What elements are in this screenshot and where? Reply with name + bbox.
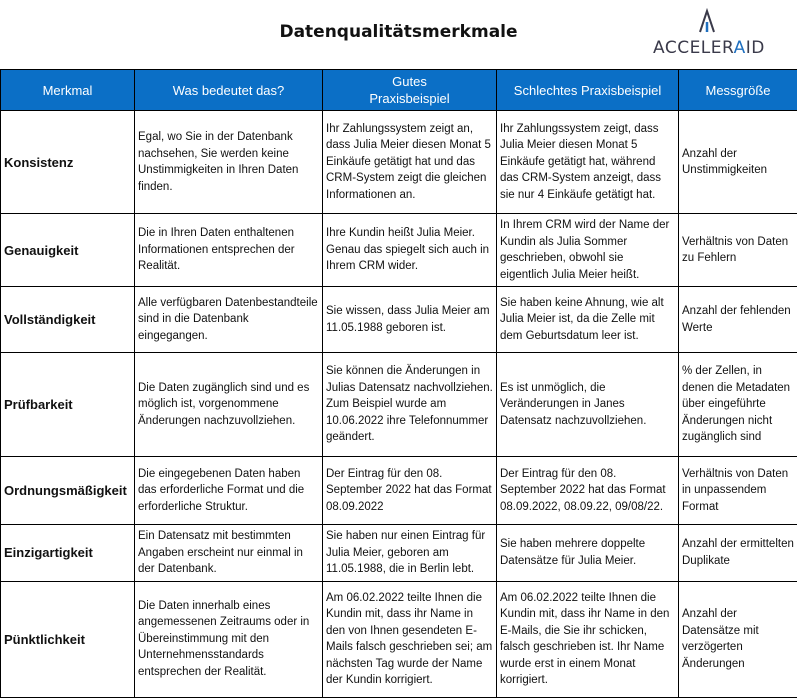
page-title: Datenqualitätsmerkmale	[0, 22, 797, 42]
feature-cell: Konsistenz	[1, 111, 135, 214]
table-row	[1, 214, 797, 287]
quality-table	[0, 69, 797, 698]
metric-cell: Verhältnis von Daten in unpassendem Format	[679, 457, 797, 525]
feature-cell: Pünktlichkeit	[1, 581, 135, 697]
feature-cell: Prüfbarkeit	[1, 353, 135, 457]
logo-text-accent: A	[734, 38, 746, 58]
bad-example-cell: Sie haben mehrere doppelte Datensätze für Julia Meier.	[497, 525, 679, 582]
meaning-cell: Alle verfügbaren Datenbestandteile sind in die Datenbank eingegangen.	[135, 287, 323, 353]
logo	[653, 8, 763, 58]
metric-cell: Verhältnis von Daten zu Fehlern	[679, 214, 797, 287]
metric-cell: Anzahl der Datensätze mit verzögerten Änderungen	[679, 581, 797, 697]
feature-cell: Vollständigkeit	[1, 287, 135, 353]
feature-cell: Ordnungsmäßigkeit	[1, 457, 135, 525]
bad-example-cell: Am 06.02.2022 teilte Ihnen die Kundin mit, dass ihr Name in den E-Mails, die Sie ihr schicken, falsch geschrieben ist. Ihr Name wurde erst in einem Monat korrigiert.	[497, 581, 679, 697]
good-example-cell: Sie können die Änderungen in Julias Datensatz nachvollziehen. Zum Beispiel wurde am 10.06.2022 ihre Telefonnummer geändert.	[323, 353, 497, 457]
column-header: Schlechtes Praxisbeispiel	[497, 70, 679, 111]
feature-cell: Genauigkeit	[1, 214, 135, 287]
column-header: Gutes Praxisbeispiel	[323, 70, 497, 111]
table-row	[1, 287, 797, 353]
table-row	[1, 581, 797, 697]
logo-text-part: ACCELER	[653, 38, 734, 58]
feature-cell: Einzigartigkeit	[1, 525, 135, 582]
meaning-cell: Egal, wo Sie in der Datenbank nachsehen, Sie werden keine Unstimmigkeiten in Ihren Daten finden.	[135, 111, 323, 214]
table-row	[1, 353, 797, 457]
good-example-cell: Ihre Kundin heißt Julia Meier. Genau das spiegelt sich auch in Ihrem CRM wider.	[323, 214, 497, 287]
logo-text	[653, 38, 765, 58]
meaning-cell: Ein Datensatz mit bestimmten Angaben erscheint nur einmal in der Datenbank.	[135, 525, 323, 582]
meaning-cell: Die in Ihren Daten enthaltenen Informationen entsprechen der Realität.	[135, 214, 323, 287]
table-row	[1, 457, 797, 525]
meaning-cell: Die Daten innerhalb eines angemessenen Zeitraums oder in Übereinstimmung mit den Unternehmensstandards entsprechen der Realität.	[135, 581, 323, 697]
bad-example-cell: Sie haben keine Ahnung, wie alt Julia Meier ist, da die Zelle mit dem Geburtsdatum leer ist.	[497, 287, 679, 353]
meaning-cell: Die eingegebenen Daten haben das erforderliche Format und die erforderliche Struktur.	[135, 457, 323, 525]
table-row	[1, 525, 797, 582]
header	[0, 0, 797, 69]
bad-example-cell: Der Eintrag für den 08. September 2022 hat das Format 08.09.2022, 08.09.22, 09/08/22.	[497, 457, 679, 525]
table-header-row	[1, 70, 797, 111]
metric-cell: Anzahl der ermittelten Duplikate	[679, 525, 797, 582]
column-header: Merkmal	[1, 70, 135, 111]
column-header: Was bedeutet das?	[135, 70, 323, 111]
metric-cell: % der Zellen, in denen die Metadaten über eingeführte Änderungen nicht zugänglich sind	[679, 353, 797, 457]
good-example-cell: Der Eintrag für den 08. September 2022 hat das Format 08.09.2022	[323, 457, 497, 525]
logo-icon	[697, 8, 717, 34]
table-row	[1, 111, 797, 214]
good-example-cell: Sie wissen, dass Julia Meier am 11.05.1988 geboren ist.	[323, 287, 497, 353]
metric-cell: Anzahl der fehlenden Werte	[679, 287, 797, 353]
good-example-cell: Am 06.02.2022 teilte Ihnen die Kundin mit, dass ihr Name in den von Ihnen gesendeten E-Mails falsch geschrieben sei; am nächsten Tag wurde der Name der Kundin korrigiert.	[323, 581, 497, 697]
bad-example-cell: Ihr Zahlungssystem zeigt, dass Julia Meier diesen Monat 5 Einkäufe getätigt hat, während das CRM-System anzeigt, dass sie nur 4 Einkäufe getätigt hat.	[497, 111, 679, 214]
logo-text-part: ID	[746, 38, 765, 58]
meaning-cell: Die Daten zugänglich sind und es möglich ist, vorgenommene Änderungen nachzuvollziehen.	[135, 353, 323, 457]
metric-cell: Anzahl der Unstimmigkeiten	[679, 111, 797, 214]
bad-example-cell: Es ist unmöglich, die Veränderungen in Janes Datensatz nachzuvollziehen.	[497, 353, 679, 457]
column-header: Messgröße	[679, 70, 797, 111]
bad-example-cell: In Ihrem CRM wird der Name der Kundin als Julia Sommer geschrieben, obwohl sie eigentlich Julia Meier heißt.	[497, 214, 679, 287]
good-example-cell: Sie haben nur einen Eintrag für Julia Meier, geboren am 11.05.1988, die in Berlin lebt.	[323, 525, 497, 582]
good-example-cell: Ihr Zahlungssystem zeigt an, dass Julia Meier diesen Monat 5 Einkäufe getätigt hat und das CRM-System zeigt die gleichen Informationen an.	[323, 111, 497, 214]
